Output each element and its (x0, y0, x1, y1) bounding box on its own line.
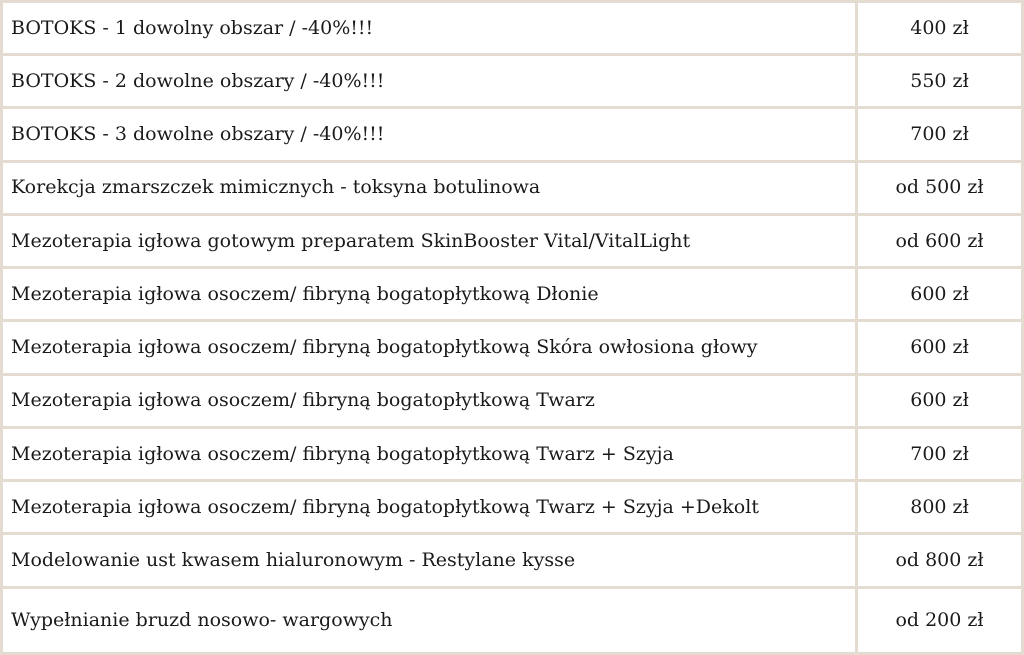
service-price: od 800 zł (858, 535, 1021, 585)
table-row (3, 56, 1021, 106)
service-name: Mezoterapia igłowa osoczem/ fibryną bogatopłytkową Twarz + Szyja (3, 429, 855, 479)
table-row (3, 535, 1021, 585)
service-price: 600 zł (858, 322, 1021, 372)
service-price: od 500 zł (858, 163, 1021, 213)
service-price: 600 zł (858, 376, 1021, 426)
service-name: BOTOKS - 2 dowolne obszary / -40%!!! (3, 56, 855, 106)
table-row (3, 163, 1021, 213)
service-price: od 200 zł (858, 589, 1021, 652)
service-name: Modelowanie ust kwasem hialuronowym - Restylane kysse (3, 535, 855, 585)
service-price: 800 zł (858, 482, 1021, 532)
service-name: BOTOKS - 1 dowolny obszar / -40%!!! (3, 3, 855, 53)
service-name: Mezoterapia igłowa osoczem/ fibryną bogatopłytkową Twarz (3, 376, 855, 426)
service-name: Mezoterapia igłowa gotowym preparatem SkinBooster Vital/VitalLight (3, 216, 855, 266)
service-price: 550 zł (858, 56, 1021, 106)
service-price: 700 zł (858, 429, 1021, 479)
table-row (3, 589, 1021, 652)
table-row (3, 109, 1021, 159)
service-name: Korekcja zmarszczek mimicznych - toksyna botulinowa (3, 163, 855, 213)
table-row (3, 322, 1021, 372)
service-name: Mezoterapia igłowa osoczem/ fibryną bogatopłytkową Dłonie (3, 269, 855, 319)
table-row (3, 3, 1021, 53)
service-name: Mezoterapia igłowa osoczem/ fibryną bogatopłytkową Skóra owłosiona głowy (3, 322, 855, 372)
service-price: 400 zł (858, 3, 1021, 53)
table-row (3, 482, 1021, 532)
table-row (3, 429, 1021, 479)
service-price: od 600 zł (858, 216, 1021, 266)
service-name: Wypełnianie bruzd nosowo- wargowych (3, 589, 855, 652)
table-row (3, 269, 1021, 319)
service-price: 700 zł (858, 109, 1021, 159)
service-name: Mezoterapia igłowa osoczem/ fibryną bogatopłytkową Twarz + Szyja +Dekolt (3, 482, 855, 532)
table-row (3, 216, 1021, 266)
table-row (3, 376, 1021, 426)
service-name: BOTOKS - 3 dowolne obszary / -40%!!! (3, 109, 855, 159)
service-price: 600 zł (858, 269, 1021, 319)
